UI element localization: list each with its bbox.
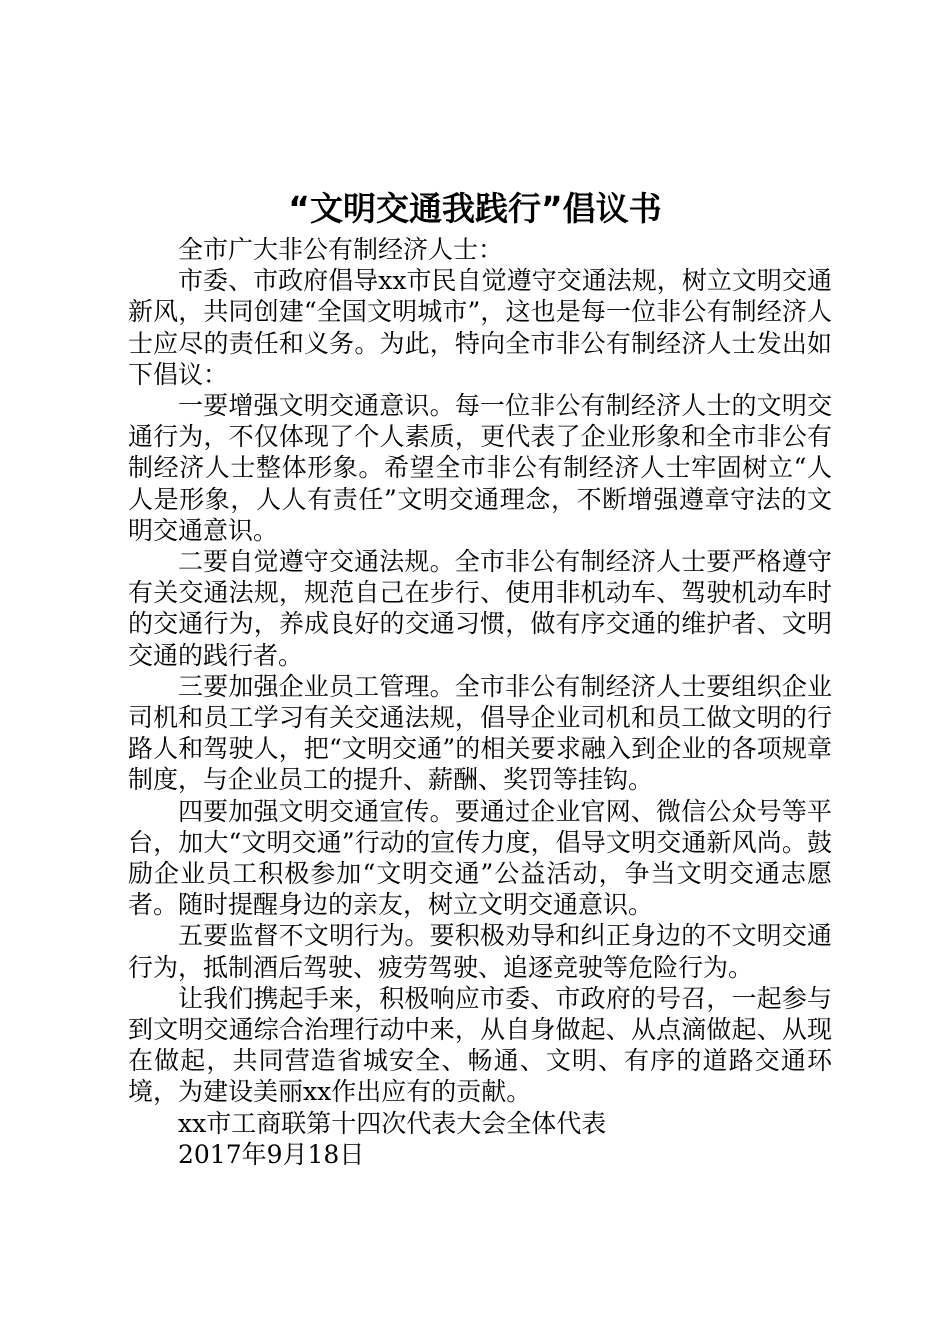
salutation: 全市广大非公有制经济人士： xyxy=(178,235,504,264)
date-line: 2017年9月18日 xyxy=(178,1139,365,1169)
paragraph-point-4: 四要加强文明交通宣传。要通过企业官网、微信公众号等平台，加大“文明交通”行动的宣传力度，倡导文明交通新风尚。鼓励企业员工积极参加“文明交通”公益活动，争当文明交通志愿者。随时提醒身边的亲友，树立文明交通意识。 xyxy=(128,796,832,920)
paragraph-closing: 让我们携起手来，积极响应市委、市政府的号召，一起参与到文明交通综合治理行动中来，从自身做起、从点滴做起、从现在做起，共同营造省城安全、畅通、文明、有序的道路交通环境，为建设美丽xx作出应有的贡献。 xyxy=(128,983,832,1107)
paragraph-point-5: 五要监督不文明行为。要积极劝导和纠正身边的不文明交通行为，抵制酒后驾驶、疲劳驾驶、追逐竞驶等危险行为。 xyxy=(128,921,832,982)
paragraph-point-1: 一要增强文明交通意识。每一位非公有制经济人士的文明交通行为，不仅体现了个人素质，更代表了企业形象和全市非公有制经济人士整体形象。希望全市非公有制经济人士牢固树立“人人是形象，人人有责任”文明交通理念，不断增强遵章守法的文明交通意识。 xyxy=(128,391,832,545)
paragraph-point-3: 三要加强企业员工管理。全市非公有制经济人士要组织企业司机和员工学习有关交通法规，倡导企业司机和员工做文明的行路人和驾驶人，把“文明交通”的相关要求融入到企业的各项规章制度，与企业员工的提升、薪酬、奖罚等挂钩。 xyxy=(128,671,832,795)
document-title: “文明交通我践行”倡议书 xyxy=(288,189,662,228)
signature-block xyxy=(128,1108,832,1170)
paragraph-intro: 市委、市政府倡导xx市民自觉遵守交通法规，树立文明交通新风，共同创建“全国文明城市”，这也是每一位非公有制经济人士应尽的责任和义务。为此，特向全市非公有制经济人士发出如下倡议： xyxy=(128,266,832,389)
signature-line: xx市工商联第十四次代表大会全体代表 xyxy=(178,1108,607,1138)
paragraph-point-2: 二要自觉遵守交通法规。全市非公有制经济人士要严格遵守有关交通法规，规范自己在步行、使用非机动车、驾驶机动车时的交通行为，养成良好的交通习惯，做有序交通的维护者、文明交通的践行者。 xyxy=(128,547,832,670)
document-body xyxy=(128,234,832,1170)
